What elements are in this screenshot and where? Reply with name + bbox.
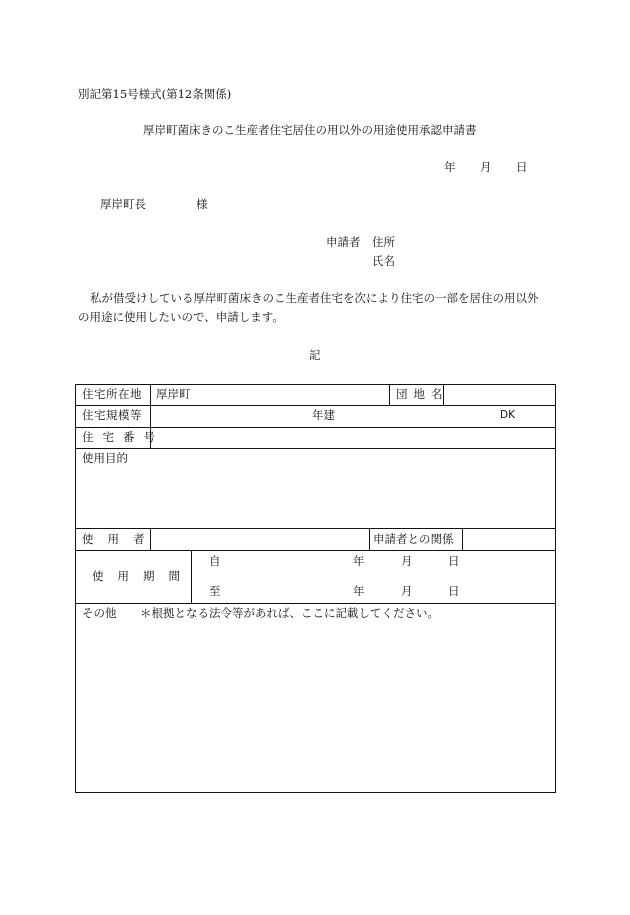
period-from-year: 年 xyxy=(353,554,365,568)
period-to-year: 年 xyxy=(353,584,365,598)
layout-suffix: DK xyxy=(500,409,515,421)
body-text-line-1: 私が借受けしている厚岸町菌床きのこ生産者住宅を次により住宅の一部を居住の用以外 xyxy=(90,291,539,305)
period-to-label: 至 xyxy=(209,584,221,598)
purpose-field[interactable] xyxy=(77,467,555,527)
house-number-label: 住宅番号 xyxy=(82,430,164,444)
scale-field[interactable] xyxy=(151,406,555,426)
row-divider xyxy=(76,448,555,449)
addressee: 厚岸町長 xyxy=(100,197,146,211)
form-title: 厚岸町菌床きのこ生産者住宅居住の用以外の用途使用承認申請書 xyxy=(143,123,477,137)
scale-label: 住宅規模等 xyxy=(82,408,142,422)
period-from-day: 日 xyxy=(448,554,460,568)
row-divider xyxy=(76,550,555,551)
period-from-label: 自 xyxy=(209,554,221,568)
name-label: 氏名 xyxy=(372,254,395,268)
honorific: 様 xyxy=(196,197,208,211)
complex-name-field[interactable] xyxy=(444,386,555,404)
col-divider xyxy=(389,385,390,405)
date-year-label: 年 xyxy=(444,160,456,174)
period-to-month: 月 xyxy=(401,584,413,598)
application-form-table xyxy=(75,384,556,793)
complex-name-label: 団地名 xyxy=(396,387,449,401)
body-text-line-2: の用途に使用したいので、申請します。 xyxy=(78,310,284,324)
row-divider xyxy=(76,603,555,604)
other-field[interactable] xyxy=(77,625,555,791)
col-divider xyxy=(369,528,370,550)
other-note: ＊根拠となる法令等があれば、ここに記載してください。 xyxy=(140,606,439,620)
applicant-label: 申請者 xyxy=(326,235,361,249)
location-value: 厚岸町 xyxy=(156,387,191,401)
period-label: 使用期間 xyxy=(92,569,194,583)
purpose-label: 使用目的 xyxy=(82,451,128,465)
relation-field[interactable] xyxy=(463,529,555,549)
user-field[interactable] xyxy=(151,529,368,549)
user-label: 使用者 xyxy=(82,532,159,546)
date-month-label: 月 xyxy=(480,160,492,174)
address-label: 住所 xyxy=(372,235,395,249)
built-year-suffix: 年建 xyxy=(312,408,335,422)
form-number: 別記第15号様式(第12条関係) xyxy=(78,87,232,101)
relation-label: 申請者との関係 xyxy=(373,532,454,546)
period-from-month: 月 xyxy=(401,554,413,568)
ki-heading: 記 xyxy=(309,348,321,362)
other-label: その他 xyxy=(82,606,117,620)
period-to-day: 日 xyxy=(448,584,460,598)
house-number-field[interactable] xyxy=(151,428,555,447)
date-day-label: 日 xyxy=(516,160,528,174)
location-label: 住宅所在地 xyxy=(82,387,142,401)
